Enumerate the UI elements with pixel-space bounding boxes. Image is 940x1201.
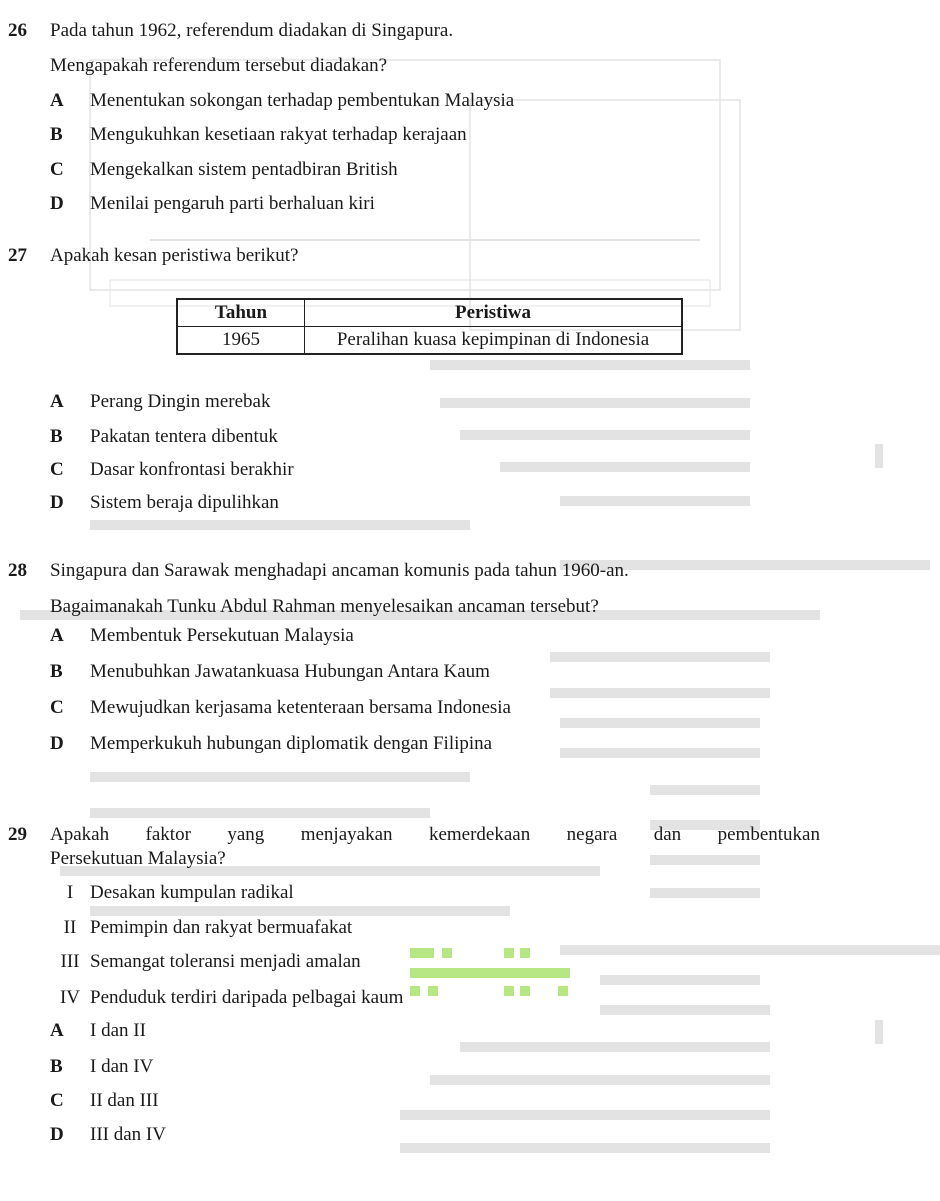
option-text: Mengukuhkan kesetiaan rakyat terhadap kerajaan bbox=[90, 124, 467, 145]
stem-word: kemerdekaan bbox=[428, 824, 531, 845]
option-b[interactable] bbox=[50, 124, 467, 146]
option-d[interactable] bbox=[50, 1124, 166, 1146]
option-letter: B bbox=[50, 1056, 63, 1077]
question-stem: Bagaimanakah Tunku Abdul Rahman menyelesaikan ancaman tersebut? bbox=[50, 596, 599, 617]
option-text: II dan III bbox=[90, 1090, 159, 1111]
question-stem: Mengapakah referendum tersebut diadakan? bbox=[50, 55, 388, 76]
stem-word: dan bbox=[653, 824, 682, 845]
option-text: Mengekalkan sistem pentadbiran British bbox=[90, 159, 398, 180]
option-a[interactable] bbox=[50, 90, 514, 112]
question-number: 27 bbox=[8, 245, 27, 266]
stem-word: negara bbox=[566, 824, 618, 845]
question-stem-end: Persekutuan Malaysia? bbox=[50, 848, 226, 869]
option-letter: C bbox=[50, 697, 64, 718]
stem-word: faktor bbox=[145, 824, 191, 845]
statement-iii bbox=[50, 951, 361, 973]
statement-ii bbox=[50, 917, 352, 939]
option-a[interactable] bbox=[50, 1020, 146, 1042]
option-letter: D bbox=[50, 193, 64, 214]
option-letter: C bbox=[50, 159, 64, 180]
option-text: Pakatan tentera dibentuk bbox=[90, 426, 278, 447]
option-c[interactable] bbox=[50, 697, 511, 719]
option-letter: A bbox=[50, 391, 64, 412]
statement-text: Desakan kumpulan radikal bbox=[90, 882, 294, 903]
option-text: Mewujudkan kerjasama ketenteraan bersama Indonesia bbox=[90, 697, 511, 718]
option-text: III dan IV bbox=[90, 1124, 166, 1145]
option-text: Membentuk Persekutuan Malaysia bbox=[90, 625, 354, 646]
option-letter: A bbox=[50, 1020, 64, 1041]
statement-numeral: IV bbox=[59, 987, 81, 1008]
option-d[interactable] bbox=[50, 193, 375, 215]
table-row bbox=[177, 327, 682, 355]
option-c[interactable] bbox=[50, 159, 398, 181]
statement-i bbox=[50, 882, 294, 904]
option-c[interactable] bbox=[50, 459, 294, 481]
option-letter: A bbox=[50, 90, 64, 111]
statement-iv bbox=[50, 987, 403, 1009]
statement-text: Semangat toleransi menjadi amalan bbox=[90, 951, 361, 972]
question-number: 26 bbox=[8, 20, 27, 41]
option-letter: D bbox=[50, 733, 64, 754]
option-letter: D bbox=[50, 1124, 64, 1145]
option-text: Menentukan sokongan terhadap pembentukan Malaysia bbox=[90, 90, 515, 111]
stem-word: Apakah bbox=[50, 824, 110, 845]
option-text: Sistem beraja dipulihkan bbox=[90, 492, 279, 513]
statement-numeral: II bbox=[63, 917, 77, 938]
question-number: 29 bbox=[8, 824, 27, 845]
option-a[interactable] bbox=[50, 391, 270, 413]
option-text: I dan IV bbox=[90, 1056, 154, 1077]
option-text: Menubuhkan Jawatankuasa Hubungan Antara Kaum bbox=[90, 661, 490, 682]
question-stem: Apakah kesan peristiwa berikut? bbox=[50, 245, 299, 266]
option-letter: C bbox=[50, 459, 64, 480]
option-text: Perang Dingin merebak bbox=[90, 391, 271, 412]
question-stem: Singapura dan Sarawak menghadapi ancaman komunis pada tahun 1960-an. bbox=[50, 560, 629, 581]
statement-text: Pemimpin dan rakyat bermuafakat bbox=[90, 917, 353, 938]
option-letter: D bbox=[50, 492, 64, 513]
option-d[interactable] bbox=[50, 733, 492, 755]
statement-text: Penduduk terdiri daripada pelbagai kaum bbox=[90, 987, 404, 1008]
option-letter: B bbox=[50, 661, 63, 682]
option-text: Dasar konfrontasi berakhir bbox=[90, 459, 294, 480]
watermark-logo bbox=[408, 940, 578, 1002]
option-b[interactable] bbox=[50, 426, 278, 448]
stem-word: menjayakan bbox=[300, 824, 393, 845]
stem-word: yang bbox=[227, 824, 265, 845]
table-header-peristiwa: Peristiwa bbox=[305, 299, 683, 327]
option-text: Menilai pengaruh parti berhaluan kiri bbox=[90, 193, 375, 214]
option-letter: A bbox=[50, 625, 64, 646]
option-letter: B bbox=[50, 124, 63, 145]
table-header-tahun: Tahun bbox=[177, 299, 305, 327]
option-a[interactable] bbox=[50, 625, 354, 647]
question-number: 28 bbox=[8, 560, 27, 581]
option-text: I dan II bbox=[90, 1020, 146, 1041]
option-b[interactable] bbox=[50, 1056, 153, 1078]
question-stem: Pada tahun 1962, referendum diadakan di Singapura. bbox=[50, 20, 454, 41]
stem-word: pembentukan bbox=[717, 824, 820, 845]
option-d[interactable] bbox=[50, 492, 279, 514]
event-table bbox=[176, 298, 683, 355]
option-letter: C bbox=[50, 1090, 64, 1111]
statement-numeral: I bbox=[66, 882, 74, 903]
question-stem bbox=[50, 824, 820, 846]
option-b[interactable] bbox=[50, 661, 490, 683]
option-text: Memperkukuh hubungan diplomatik dengan Filipina bbox=[90, 733, 493, 754]
statement-numeral: III bbox=[60, 951, 80, 972]
table-cell-event: Peralihan kuasa kepimpinan di Indonesia bbox=[305, 327, 683, 355]
table-header-row bbox=[177, 299, 682, 327]
table-cell-year: 1965 bbox=[177, 327, 305, 355]
option-c[interactable] bbox=[50, 1090, 159, 1112]
option-letter: B bbox=[50, 426, 63, 447]
